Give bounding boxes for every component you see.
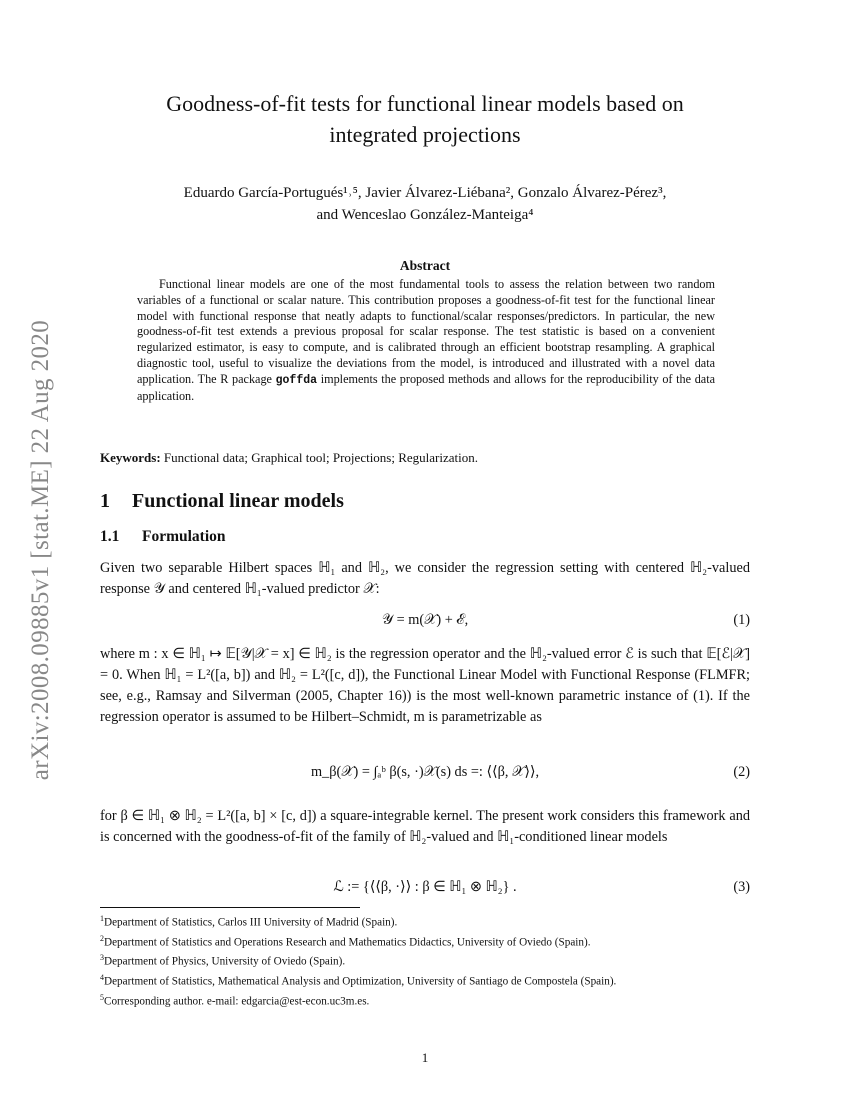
- title-line-1: Goodness-of-fit tests for functional linear models based on: [166, 91, 684, 116]
- abstract-text-end: implements the proposed methods and allows for the reproducibility of the data application.: [137, 371, 716, 403]
- footnote-mark: 3: [100, 953, 104, 963]
- equation-2: [100, 764, 750, 788]
- author-list: [100, 182, 750, 226]
- footnote-mark: 2: [100, 933, 104, 943]
- equation-2-body: m_β(𝒳) = ∫ₐᵇ β(s, ·)𝒳(s) ds =: ⟨⟨β, 𝒳⟩⟩,: [310, 764, 540, 780]
- footnote-text: Corresponding author. e-mail: edgarcia@est-econ.uc3m.es.: [104, 995, 370, 1008]
- equation-3: [100, 879, 750, 901]
- section-heading: [100, 490, 344, 513]
- equation-1-body: 𝒴 = m(𝒳) + ℰ,: [381, 612, 469, 628]
- paragraph-3: [100, 806, 750, 848]
- keywords-label: Keywords:: [100, 450, 161, 465]
- paper-title: [100, 88, 750, 150]
- arxiv-sidebar-id: arXiv:2008.09885v1 [stat.ME] 22 Aug 2020: [27, 319, 54, 781]
- keywords: [100, 450, 750, 466]
- abstract-text: Functional linear models are one of the most fundamental tools to assess the relation between two random variables of a functional or scalar nature. This contribution proposes a goodness-of-fit test for the functional linear model with functional response that neatly adapts to functional/scalar responses/predictors. In particular, the new goodness-of-fit test extends a previous proposal for scalar response. The test statistic is based on a convenient regularized estimator, is easy to compute, and is calibrated through an efficient bootstrap resampling. A graphical diagnostic tool, useful to visualize the deviations from the model, is introduced and illustrated with a novel data application. The R package: [137, 277, 715, 386]
- subsection-number: 1.1: [100, 528, 120, 545]
- equation-1: [100, 612, 750, 634]
- equation-2-tag: (2): [733, 764, 750, 780]
- keywords-text: Functional data; Graphical tool; Projections; Regularization.: [163, 450, 479, 465]
- footnote-mark: 5: [100, 992, 104, 1002]
- footnote-mark: 1: [100, 914, 104, 923]
- package-name: goffda: [275, 373, 318, 387]
- title-line-2: integrated projections: [329, 122, 521, 147]
- paragraph-2: [100, 644, 750, 728]
- paragraph-3-text: for β ∈ ℍ₁ ⊗ ℍ₂ = L²([a, b] × [c, d]) a square-integrable kernel. The present work considers this framework and is concerned with the goodness-of-fit of the family of ℍ₂-valued and ℍ₁-conditioned linear models: [100, 808, 750, 845]
- section-number: 1: [100, 490, 110, 512]
- abstract-body: [137, 277, 715, 404]
- footnote-text: Department of Statistics and Operations Research and Mathematics Didactics, University of Oviedo (Spain).: [104, 936, 591, 949]
- footnote: [100, 911, 760, 931]
- footnote-rule: [100, 907, 360, 908]
- page-number: 1: [421, 1050, 429, 1065]
- equation-3-tag: (3): [733, 879, 750, 895]
- paragraph-1-text: Given two separable Hilbert spaces ℍ₁ and ℍ₂, we consider the regression setting with centered ℍ₂-valued response 𝒴 and centered ℍ₁-valued predictor 𝒳:: [100, 560, 750, 597]
- footnote-text: Department of Statistics, Mathematical Analysis and Optimization, University of Santiago de Compostela (Spain).: [104, 975, 617, 988]
- paragraph-2-text: where m : x ∈ ℍ₁ ↦ 𝔼[𝒴|𝒳 = x] ∈ ℍ₂ is the regression operator and the ℍ₂-valued error ℰ is such that 𝔼[ℰ|𝒳] = 0. When ℍ₁ = L²([a, b]) and ℍ₂ = L²([c, d]), the Functional Linear Model with Functional Response (FLMFR; see, e.g., Ramsay and Silverman (2005, Chapter 16)) is the most well-known parametric instance of (1). If the regression operator is assumed to be Hilbert–Schmidt, m is parametrizable as: [100, 646, 750, 725]
- authors-line-2: and Wenceslao González-Manteiga⁴: [316, 207, 534, 223]
- section-title: Functional linear models: [132, 490, 344, 512]
- footnote: [100, 970, 760, 990]
- footnote-text: Department of Physics, University of Oviedo (Spain).: [104, 956, 346, 969]
- abstract-heading: Abstract: [399, 258, 451, 273]
- paragraph-1: [100, 558, 750, 600]
- footnote: [100, 950, 760, 970]
- authors-line-1: Eduardo García-Portugués¹˒⁵, Javier Álvarez-Liébana², Gonzalo Álvarez-Pérez³,: [183, 185, 667, 201]
- footnotes: [100, 911, 760, 1010]
- footnote: [100, 990, 760, 1010]
- equation-1-tag: (1): [733, 612, 750, 628]
- footnote-text: Department of Statistics, Carlos III University of Madrid (Spain).: [104, 916, 398, 929]
- footnote: [100, 931, 760, 951]
- equation-3-body: ℒ := {⟨⟨β, ·⟩⟩ : β ∈ ℍ₁ ⊗ ℍ₂} .: [333, 879, 517, 895]
- subsection-title: Formulation: [142, 528, 226, 545]
- footnote-mark: 4: [100, 973, 104, 983]
- subsection-heading: [100, 528, 226, 546]
